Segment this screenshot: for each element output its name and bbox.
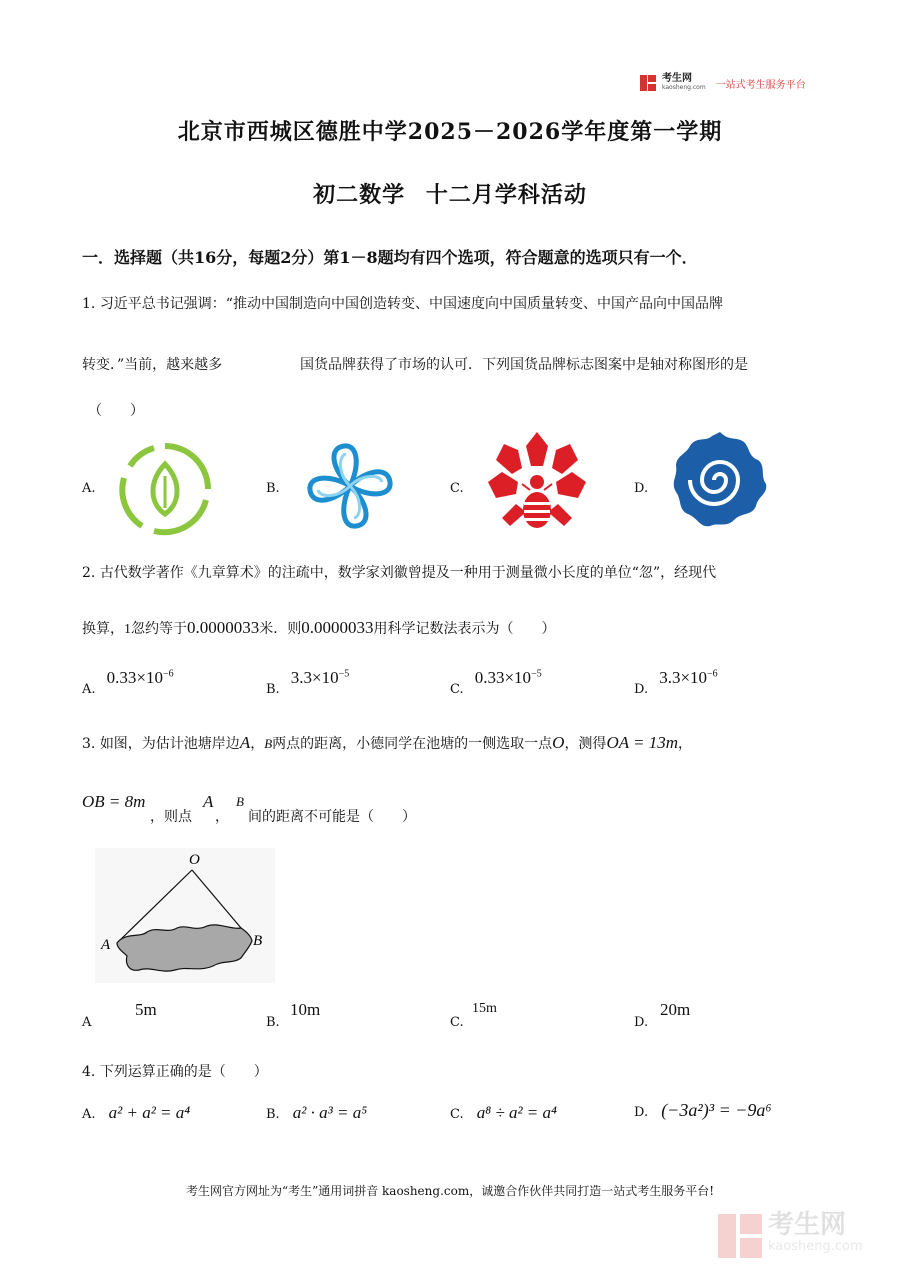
q2-option-d: $_{D.}$ $3.3\times 10^{-6}$: [634, 668, 718, 697]
q3-option-d-value: 20m: [660, 1000, 691, 1019]
q3-option-a-value: 5m: [135, 1000, 157, 1019]
q2-option-a: $_{A.}$ $0.33\times 10^{-6}$: [82, 668, 174, 697]
q2-text2a: 换算，: [82, 621, 124, 637]
page-subtitle: 初二数学 十二月学科活动: [313, 182, 587, 208]
q2-line1: [82, 562, 716, 582]
rose-logo-icon: [670, 430, 770, 530]
watermark-logo-icon: [718, 1214, 762, 1258]
q1-text2a: 转变．”当前，越来越多: [82, 357, 223, 373]
q2-option-c: $_{C.}$ $0.33\times 10^{-5}$: [450, 668, 542, 697]
q4-option-c: C. a⁸ ÷ a² = a⁴: [450, 1103, 557, 1122]
q3-option-a-label: A: [82, 1015, 92, 1030]
q2-text2c: 米．则: [259, 621, 302, 637]
q2-option-b: $_{B.}$ $3.3\times 10^{-5}$: [266, 668, 350, 697]
q3-line2: OB = 8m: [82, 792, 146, 811]
q3-option-c-label: C.: [450, 1015, 464, 1030]
q1-option-c-label: C.: [450, 481, 464, 496]
watermark: [718, 1210, 863, 1258]
q4-option-d: D. (−3a²)³ = −9a⁶: [634, 1100, 772, 1120]
page-title: 北京市西城区德胜中学2025－2026学年度第一学期: [177, 119, 723, 145]
q4-stem: 4. 下列运算正确的是（ ）: [82, 1064, 268, 1080]
q4-option-b: B. a² · a³ = a⁵: [266, 1103, 368, 1122]
q1-line2b: 国货品牌获得了市场的认可．下列国货品牌标志图案中是轴对称图形的是: [300, 357, 748, 373]
q2-value-2: 0.0000033: [301, 618, 374, 637]
q3-option-c-value: 15m: [472, 1001, 497, 1016]
q2-line2: [82, 618, 556, 638]
brand-logo-icon: [640, 75, 656, 91]
q1-blank: （ ）: [88, 403, 144, 419]
q2-text2b: 忽约等于: [131, 621, 187, 637]
q3-option-d-label: D.: [634, 1015, 649, 1030]
brand-name: 考生网: [662, 73, 692, 84]
watermark-domain: kaosheng.com: [768, 1239, 863, 1254]
flower-bee-logo-icon: [486, 430, 588, 532]
q3-line1: 3. 如图，为估计池塘岸边A，B两点的距离，小德同学在池塘的一侧选取一点O，测得OA = 13m，: [82, 733, 693, 752]
q3-line2-text: ，则点: [150, 809, 192, 825]
q2-text1: 古代数学著作《九章算术》的注疏中，数学家刘徽曾提及一种用于测量微小长度的单位“忽”，经现代: [99, 565, 717, 581]
brand-header: [640, 74, 806, 92]
q1-text1: 习近平总书记强调：“推动中国制造向中国创造转变、中国速度向中国质量转变、中国产品向中国品牌: [99, 296, 723, 312]
pond-figure: [95, 848, 275, 983]
figure-label-b: B: [253, 933, 263, 949]
q3-point-a: A: [203, 792, 214, 811]
q1-option-b-label: B.: [266, 481, 280, 496]
q3-option-b-value: 10m: [290, 1000, 321, 1019]
leaf-logo-icon: [118, 442, 212, 536]
q2-value: 0.0000033: [187, 618, 260, 637]
q1-number: 1.: [82, 296, 96, 312]
brand-slogan: 一站式考生服务平台: [715, 79, 806, 91]
brand-domain: kaosheng.com: [662, 84, 706, 91]
pinwheel-logo-icon: [302, 440, 398, 532]
figure-label-a: A: [101, 937, 111, 953]
q3-line2-text2: 间的距离不可能是（ ）: [248, 809, 416, 825]
q2-number: 2.: [82, 565, 96, 581]
q4-option-a: A. a² + a² = a⁴: [82, 1103, 191, 1122]
section-heading: 一．选择题（共16分，每题2分）第1－8题均有四个选项，符合题意的选项只有一个．: [82, 248, 698, 267]
q3-option-b-label: B.: [266, 1015, 280, 1030]
q1-line2: [82, 354, 222, 374]
q1-option-d-label: D.: [634, 481, 649, 496]
q3-point-b: B: [236, 794, 244, 809]
q1-option-a-label: A.: [82, 481, 96, 496]
page-footer: 考生网官方网址为“考生”通用词拼音 kaosheng.com，诚邀合作伙伴共同打造一站式考生服务平台!: [185, 1184, 715, 1198]
q3-comma: ，: [215, 809, 229, 825]
q1-line1: [82, 293, 723, 313]
watermark-name: 考生网: [768, 1210, 847, 1240]
q2-text2d: 用科学记数法表示为（ ）: [373, 621, 556, 637]
figure-label-o: O: [189, 852, 200, 868]
q2-one: 1: [124, 622, 131, 637]
